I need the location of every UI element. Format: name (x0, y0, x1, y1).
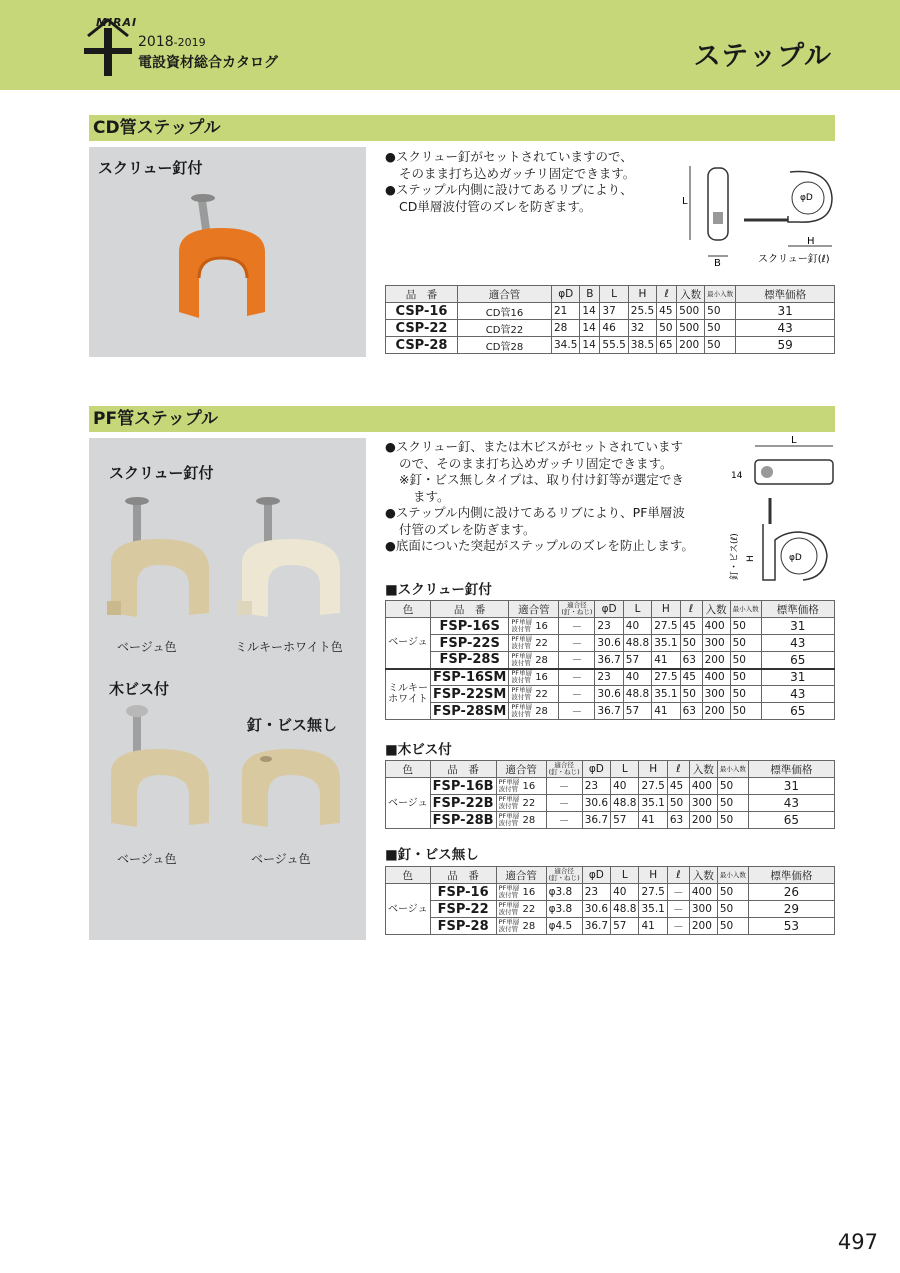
table-row: CSP-22 CD管22 28 14 46 32 50 500 50 43 (386, 320, 835, 337)
table-row: FSP-22 PF単層 波付管 22 φ3.8 30.6 48.8 35.1 － 300 50 29 (386, 901, 835, 918)
cd-photo-label: スクリュー釘付 (98, 159, 203, 177)
svg-text:φD: φD (800, 193, 813, 203)
svg-text:H: H (807, 236, 815, 247)
table-row: ベージュ FSP-16S PF単層 波付管 16 － 23 40 27.5 45 400 50 31 (386, 618, 835, 635)
pf-wood-beige-photo (103, 703, 218, 843)
table-row: FSP-28S PF単層 波付管 28 － 36.7 57 41 63 200 50 65 (386, 652, 835, 669)
table-row: ベージュ FSP-16B PF単層 波付管 16 － 23 40 27.5 45 400 50 31 (386, 778, 835, 795)
table-row: FSP-28 PF単層 波付管 28 φ4.5 36.7 57 41 － 200 50 53 (386, 918, 835, 935)
cd-section-title: CD管ステップル (89, 115, 835, 141)
svg-text:L: L (791, 435, 797, 446)
table-row: FSP-22S PF単層 波付管 22 － 30.6 48.8 35.1 50 300 50 43 (386, 635, 835, 652)
table-row: ミルキー ホワイト FSP-16SM PF単層 波付管 16 － 23 40 27.5 45 400 50 31 (386, 669, 835, 686)
screw-table-title: ■スクリュー釘付 (385, 582, 492, 598)
cd-dimension-diagram (680, 158, 845, 268)
table-row: FSP-22SM PF単層 波付管 22 － 30.6 48.8 35.1 50 300 50 43 (386, 686, 835, 703)
table-row: ベージュ FSP-16 PF単層 波付管 16 φ3.8 23 40 27.5 － 400 50 26 (386, 884, 835, 901)
pf-dimension-diagram (725, 432, 840, 587)
beige-color-label: ベージュ色 (117, 640, 177, 654)
svg-text:釘・ビス(ℓ): 釘・ビス(ℓ) (730, 533, 740, 580)
milky-color-label: ミルキーホワイト色 (235, 640, 343, 654)
pf-description: ●スクリュー釘、または木ビスがセットされています ので、そのまま打ち込めガッチリ固定できます。 ※釘・ビス無しタイプは、取り付け釘等が選定でき ます。 ●ステップル内側に設けてあるリブにより、PF単層波 付管のズレを防ぎます。 ●底面についた突起がステップルのズレを防止します。 (385, 439, 694, 553)
svg-text:L: L (682, 196, 688, 207)
screw-spec-table: 色 品 番 適合管 適合径 (釘・ねじ) φD L H ℓ 入数 最小入数 標準価格 ベージュ FSP-16S PF単層 波付管 16 － 23 40 27.5 45 400 50 31 FSP-22S PF単層 波付管 22 － 30.6 48.8 35.1 50 300 50 43 FSP-28S PF単層 波付管 28 － 36.7 57 41 63 200 50 65 ミルキー ホワイト FSP-16SM PF単層 波付管 16 － 23 40 27.5 45 400 50 31 FSP-22SM PF単層 波付管 22 － 30.6 48.8 35.1 50 300 50 43 FSP-28SM PF単層 波付管 28 － 36.7 57 41 63 200 50 65 (385, 600, 835, 720)
cd-staple-photo (169, 192, 279, 332)
none-spec-table: 色 品 番 適合管 適合径 (釘・ねじ) φD L H ℓ 入数 最小入数 標準価格 ベージュ FSP-16 PF単層 波付管 16 φ3.8 23 40 27.5 － 400 50 26 FSP-22 PF単層 波付管 22 φ3.8 30.6 48.8 35.1 － 300 50 29 FSP-28 PF単層 波付管 28 φ4.5 36.7 57 41 － 200 50 53 (385, 866, 835, 935)
cd-spec-table: 品 番 適合管 φD B L H ℓ 入数 最小入数 標準価格 CSP-16 CD管16 21 14 37 25.5 45 500 50 31 CSP-22 CD管22 28 14 46 32 50 500 50 43 CSP-28 CD管28 34.5 14 55.5 38.5 65 200 50 59 (385, 285, 835, 354)
wood-spec-table: 色 品 番 適合管 適合径 (釘・ねじ) φD L H ℓ 入数 最小入数 標準価格 ベージュ FSP-16B PF単層 波付管 16 － 23 40 27.5 45 400 50 31 FSP-22B PF単層 波付管 22 － 30.6 48.8 35.1 50 300 50 43 FSP-28B PF単層 波付管 28 － 36.7 57 41 63 200 50 65 (385, 760, 835, 829)
svg-text:H: H (746, 555, 756, 562)
cd-description: ●スクリュー釘がセットされていますので、 そのまま打ち込めガッチリ固定できます。 ●ステップル内側に設けてあるリブにより、 CD単層波付管のズレを防ぎます。 (385, 149, 636, 214)
wood-beige-color-label: ベージュ色 (117, 852, 177, 866)
pf-section-title: PF管ステップル (89, 406, 835, 432)
pf-screw-beige-photo (103, 493, 218, 633)
catalog-name: 電設資材総合カタログ (138, 55, 278, 71)
pf-screw-milky-photo (234, 493, 349, 633)
pf-none-beige-photo (234, 743, 349, 843)
none-table-title: ■釘・ビス無し (385, 847, 479, 863)
cd-photo-panel (89, 147, 366, 357)
svg-text:スクリュー釘(ℓ): スクリュー釘(ℓ) (758, 254, 830, 265)
page-title: ステップル (693, 41, 832, 72)
pf-screw-label: スクリュー釘付 (109, 464, 214, 482)
pf-photo-panel (89, 438, 366, 940)
table-row: CSP-16 CD管16 21 14 37 25.5 45 500 50 31 (386, 303, 835, 320)
page-header (0, 0, 900, 90)
catalog-year: 2018-2019 (138, 34, 206, 50)
pf-none-label: 釘・ビス無し (247, 716, 338, 734)
none-beige-color-label: ベージュ色 (251, 852, 311, 866)
logo-text: MIRAI (96, 16, 138, 29)
pf-wood-label: 木ビス付 (109, 680, 170, 698)
table-row: FSP-28SM PF単層 波付管 28 － 36.7 57 41 63 200 50 65 (386, 703, 835, 720)
table-row: FSP-22B PF単層 波付管 22 － 30.6 48.8 35.1 50 300 50 43 (386, 795, 835, 812)
svg-text:B: B (714, 258, 721, 268)
svg-text:φD: φD (789, 553, 802, 563)
table-row: CSP-28 CD管28 34.5 14 55.5 38.5 65 200 50 59 (386, 337, 835, 354)
table-row: FSP-28B PF単層 波付管 28 － 36.7 57 41 63 200 50 65 (386, 812, 835, 829)
svg-text:14: 14 (731, 471, 743, 481)
page-number: 497 (837, 1230, 878, 1254)
wood-table-title: ■木ビス付 (385, 742, 452, 758)
